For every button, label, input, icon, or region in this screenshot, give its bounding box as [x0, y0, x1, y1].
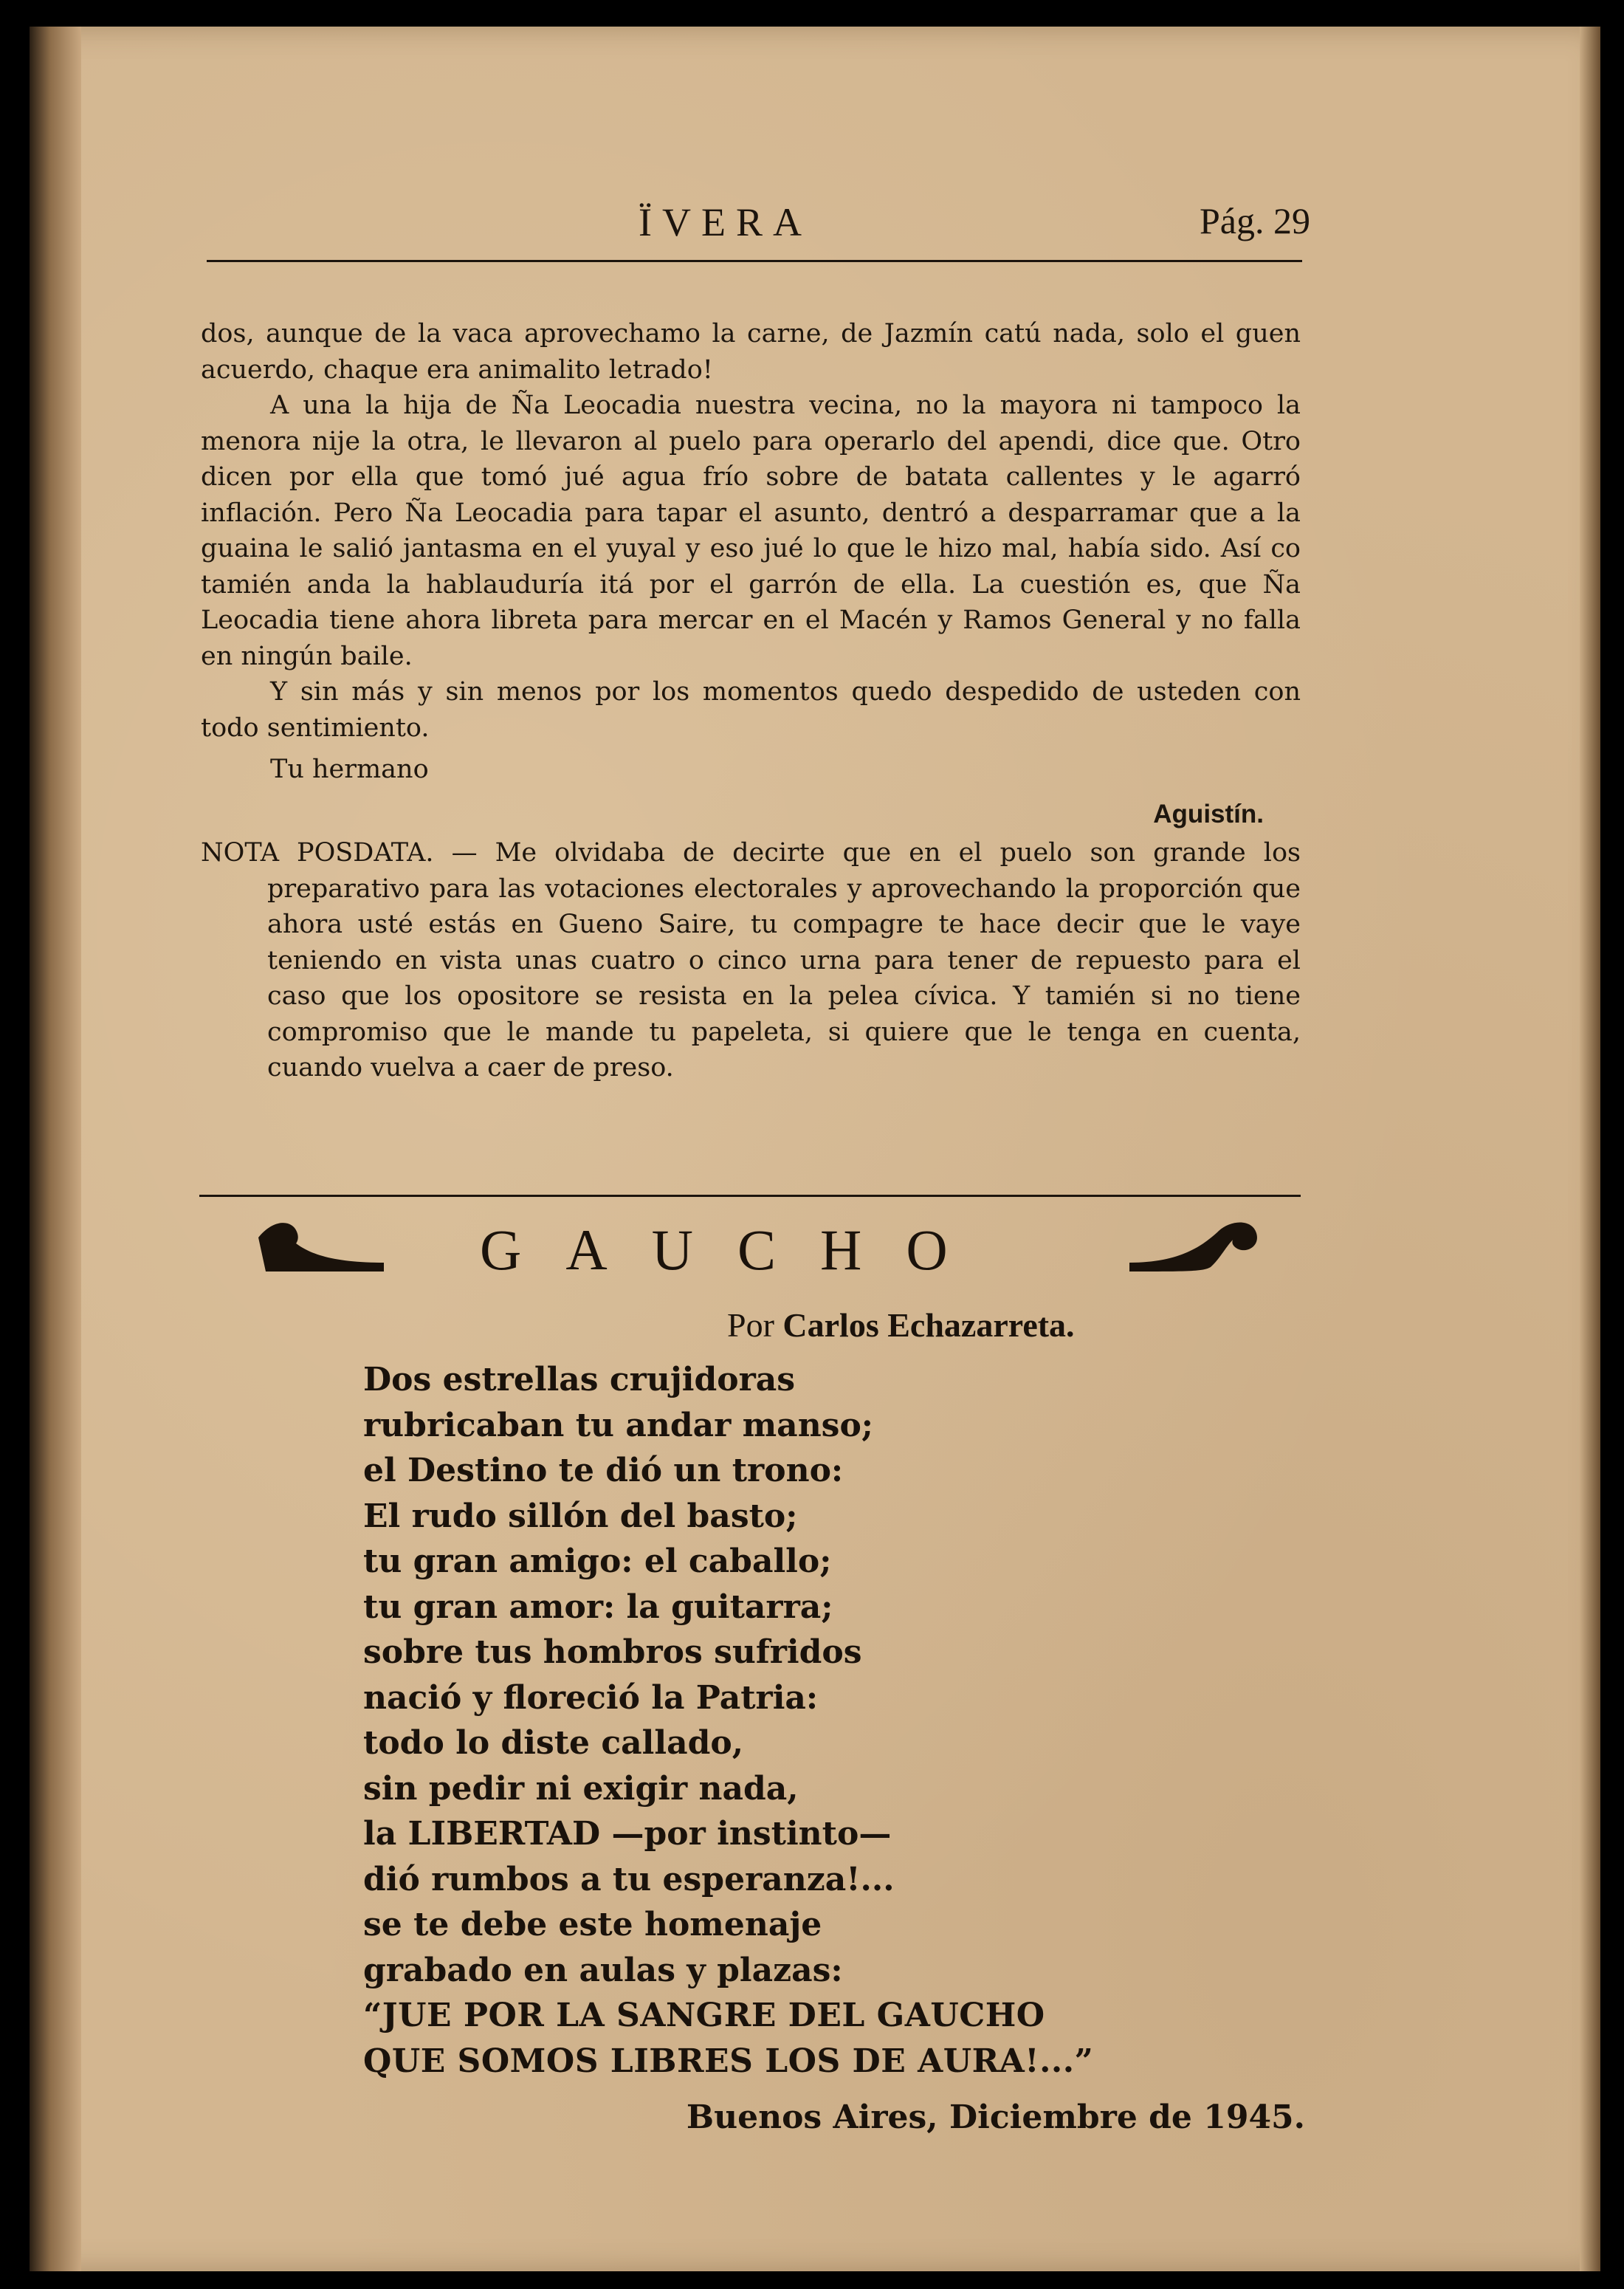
poem-line: rubricaban tu andar manso; [363, 1406, 874, 1444]
letter-body [201, 316, 1301, 1086]
byline-prefix: Por [727, 1306, 774, 1344]
poem-line: el Destino te dió un trono: [363, 1452, 844, 1489]
header-rule [207, 260, 1302, 262]
poem-line: dió rumbos a tu esperanza!... [363, 1860, 895, 1898]
section-rule [199, 1195, 1301, 1197]
running-header [199, 199, 1310, 258]
book-spine [30, 27, 81, 2271]
poem-line: Dos estrellas crujidoras [363, 1361, 796, 1399]
poem-line: todo lo diste callado, [363, 1724, 744, 1762]
page-edge [1580, 27, 1600, 2271]
poem-title-row [251, 1211, 1262, 1292]
poem-line: “JUE POR LA SANGRE DEL GAUCHO [363, 1997, 1045, 2034]
poem-line: tu gran amigo: el caballo; [363, 1542, 832, 1580]
letter-paragraph: Y sin más y sin menos por los momentos quedo despedido de usteden con todo sentimiento. [201, 677, 1301, 743]
poem-body [363, 1357, 1093, 2084]
poem-line: El rudo sillón del basto; [363, 1497, 798, 1535]
poem-author: Carlos Echazarreta. [782, 1306, 1075, 1344]
poem-line: grabado en aulas y plazas: [363, 1951, 843, 1989]
poem-byline [727, 1305, 1075, 1345]
postscript-note: NOTA POSDATA. — Me olvidaba de decirte que en el puelo son grande los preparativo para las votaciones electorales y aprovechando la proporción que ahora usté estás en Gueno Saire, tu compagre te hace decir que le vaye teniendo en vista unas cuatro o cinco urna para tener de repuesto para el caso que los opositore se resista en la pelea cívica. Y tamién si no tiene compromiso que le mande tu papeleta, si quiere que le tenga en cuenta, cuando vuelva a caer de preso. [201, 838, 1301, 1082]
poem-line: tu gran amor: la guitarra; [363, 1588, 833, 1626]
letter-signoff: Tu hermano [270, 755, 429, 784]
flourish-right-icon [1122, 1215, 1262, 1282]
poem-line: nació y floreció la Patria: [363, 1678, 819, 1717]
poem-dateline: Buenos Aires, Diciembre de 1945. [686, 2098, 1305, 2136]
letter-signature: Aguistín. [1153, 799, 1264, 828]
poem-line: sin pedir ni exigir nada, [363, 1769, 799, 1808]
poem-line: se te debe este homenaje [363, 1906, 822, 1943]
letter-paragraph: A una la hija de Ña Leocadia nuestra vecina, no la mayora ni tampoco la menora nije la otra, le llevaron al puelo para operarlo del apendi, dice que. Otro dicen por ella que tomó jué agua frío sobre de batata callentes y le agarró inflación. Pero Ña Leocadia para tapar el asunto, dentró a desparramar que a la guaina le salió jantasma en el yuyal y eso jué lo que le hizo mal, había sido. Así co tamién anda la hablauduría itá por el garrón de ella. La cuestión es, que Ña Leocadia tiene ahora libreta para mercar en el Macén y Ramos General y no falla en ningún baile. [201, 391, 1301, 671]
letter-paragraph: dos, aunque de la vaca aprovechamo la carne, de Jazmín catú nada, solo el guen acuerdo, chaque era animalito letrado! [201, 319, 1301, 385]
poem-line: la LIBERTAD —por instinto— [363, 1815, 892, 1853]
poem-line: sobre tus hombros sufridos [363, 1633, 862, 1671]
poem-line: QUE SOMOS LIBRES LOS DE AURA!...” [363, 2042, 1094, 2080]
page-number: Pág. 29 [1200, 200, 1310, 241]
journal-title: ÏVERA [639, 200, 812, 244]
flourish-left-icon [251, 1215, 391, 1282]
poem-title: GAUCHO [480, 1218, 992, 1282]
